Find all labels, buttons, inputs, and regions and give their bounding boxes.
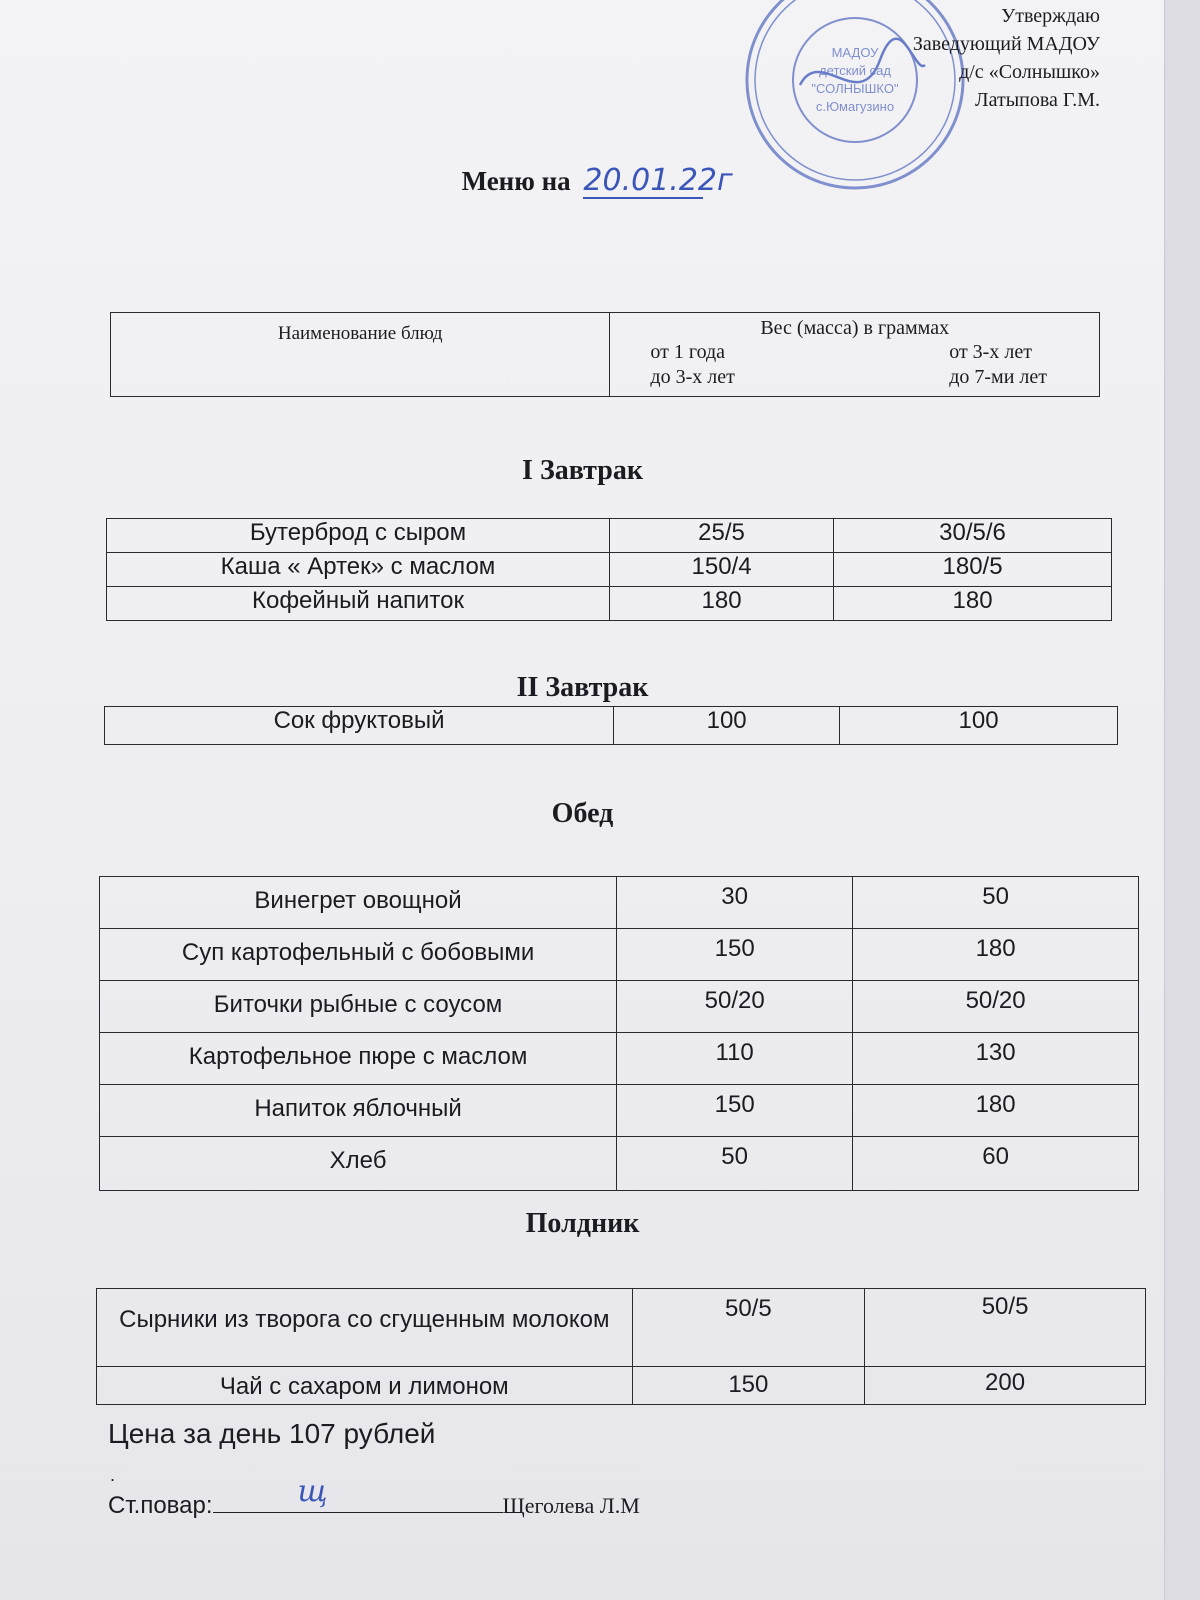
- title-date-handwritten: 20.01.22г: [583, 163, 733, 198]
- handwritten-signature: щ: [297, 1474, 328, 1509]
- dish-cell: Картофельное пюре с маслом: [100, 1033, 617, 1085]
- approval-line-3: д/с «Солнышко»: [959, 61, 1100, 83]
- dish-cell: Хлеб: [100, 1137, 617, 1191]
- weight-older-cell: 200: [865, 1367, 1146, 1405]
- table-row: [100, 929, 1139, 981]
- weight-young-cell: 50/5: [632, 1289, 865, 1367]
- weight-young-cell: 110: [617, 1033, 853, 1085]
- breakfast-2-table: [104, 706, 1118, 745]
- weight-older-cell: 130: [853, 1033, 1139, 1085]
- weight-young-cell: 150: [617, 1085, 853, 1137]
- weight-older-cell: 50/20: [853, 981, 1139, 1033]
- weight-young-cell: 100: [614, 707, 840, 745]
- section-title-snack: Полдник: [525, 1208, 640, 1239]
- header-weight-title: Вес (масса) в граммах: [760, 317, 950, 339]
- header-weight: [610, 313, 1100, 397]
- cook-signature-line: [108, 1474, 640, 1520]
- header-age-group-2: от 3-х лет до 7-ми лет: [949, 341, 1047, 388]
- daily-price: Цена за день 107 рублей: [108, 1418, 436, 1449]
- table-row: [100, 1033, 1139, 1085]
- weight-young-cell: 150: [617, 929, 853, 981]
- lunch-table: [99, 876, 1139, 1191]
- weight-older-cell: 180: [834, 587, 1112, 621]
- snack-table: [96, 1288, 1146, 1405]
- table-row: [107, 587, 1112, 621]
- approval-line-4: Латыпова Г.М.: [975, 89, 1100, 111]
- dish-cell: Суп картофельный с бобовыми: [100, 929, 617, 981]
- dish-cell: Сок фруктовый: [105, 707, 614, 745]
- section-title-breakfast-2: II Завтрак: [516, 672, 649, 703]
- dish-cell: Винегрет овощной: [100, 877, 617, 929]
- weight-young-cell: 25/5: [609, 519, 833, 553]
- table-row: [100, 1137, 1139, 1191]
- section-title-breakfast-1: I Завтрак: [522, 455, 643, 486]
- approval-line-1: Утверждаю: [1001, 5, 1100, 27]
- weight-young-cell: 50/20: [617, 981, 853, 1033]
- title-prefix: Меню на: [461, 166, 571, 196]
- weight-older-cell: 180/5: [834, 553, 1112, 587]
- table-row: [100, 1085, 1139, 1137]
- svg-text:"СОЛНЫШКО": "СОЛНЫШКО": [811, 81, 899, 96]
- svg-text:с.Юмагузино: с.Юмагузино: [815, 99, 895, 114]
- signature-line: [213, 1474, 503, 1513]
- cook-label: Ст.повар:: [108, 1492, 213, 1519]
- table-row: [100, 877, 1139, 929]
- weight-older-cell: 100: [840, 707, 1118, 745]
- weight-young-cell: 150/4: [609, 553, 833, 587]
- dish-cell: Бутерброд с сыром: [107, 519, 610, 553]
- header-age-group-1: от 1 года до 3-х лет: [650, 341, 735, 388]
- approval-line-2: Заведующий МАДОУ: [912, 33, 1100, 55]
- cook-name: Щеголева Л.М: [502, 1493, 640, 1518]
- dish-cell: Каша « Артек» с маслом: [107, 553, 610, 587]
- header-dish-name: Наименование блюд: [111, 313, 610, 397]
- breakfast-1-table: [106, 518, 1112, 621]
- weight-older-cell: 30/5/6: [834, 519, 1112, 553]
- dish-cell: Напиток яблочный: [100, 1085, 617, 1137]
- table-row: [107, 553, 1112, 587]
- table-row: [107, 519, 1112, 553]
- weight-older-cell: 50/5: [865, 1289, 1146, 1367]
- weight-older-cell: 50: [853, 877, 1139, 929]
- page-edge: [1164, 0, 1200, 1600]
- footer-dot: .: [110, 1465, 116, 1485]
- weight-young-cell: 30: [617, 877, 853, 929]
- table-row: [105, 707, 1118, 745]
- dish-cell: Кофейный напиток: [107, 587, 610, 621]
- svg-text:МАДОУ: МАДОУ: [831, 45, 879, 60]
- dish-cell: Биточки рыбные с соусом: [100, 981, 617, 1033]
- header-table: [110, 312, 1100, 397]
- table-row: [100, 981, 1139, 1033]
- section-title-lunch: Обед: [551, 798, 614, 829]
- weight-young-cell: 50: [617, 1137, 853, 1191]
- weight-young-cell: 180: [609, 587, 833, 621]
- dish-cell: Сырники из творога со сгущенным молоком: [97, 1289, 633, 1367]
- dish-cell: Чай с сахаром и лимоном: [97, 1367, 633, 1405]
- table-row: [97, 1289, 1146, 1367]
- weight-older-cell: 180: [853, 929, 1139, 981]
- weight-older-cell: 180: [853, 1085, 1139, 1137]
- weight-older-cell: 60: [853, 1137, 1139, 1191]
- weight-young-cell: 150: [632, 1367, 865, 1405]
- page-title: [0, 165, 1165, 199]
- approval-block: [850, 2, 1100, 114]
- svg-text:детский сад: детский сад: [819, 63, 891, 78]
- table-row: [97, 1367, 1146, 1405]
